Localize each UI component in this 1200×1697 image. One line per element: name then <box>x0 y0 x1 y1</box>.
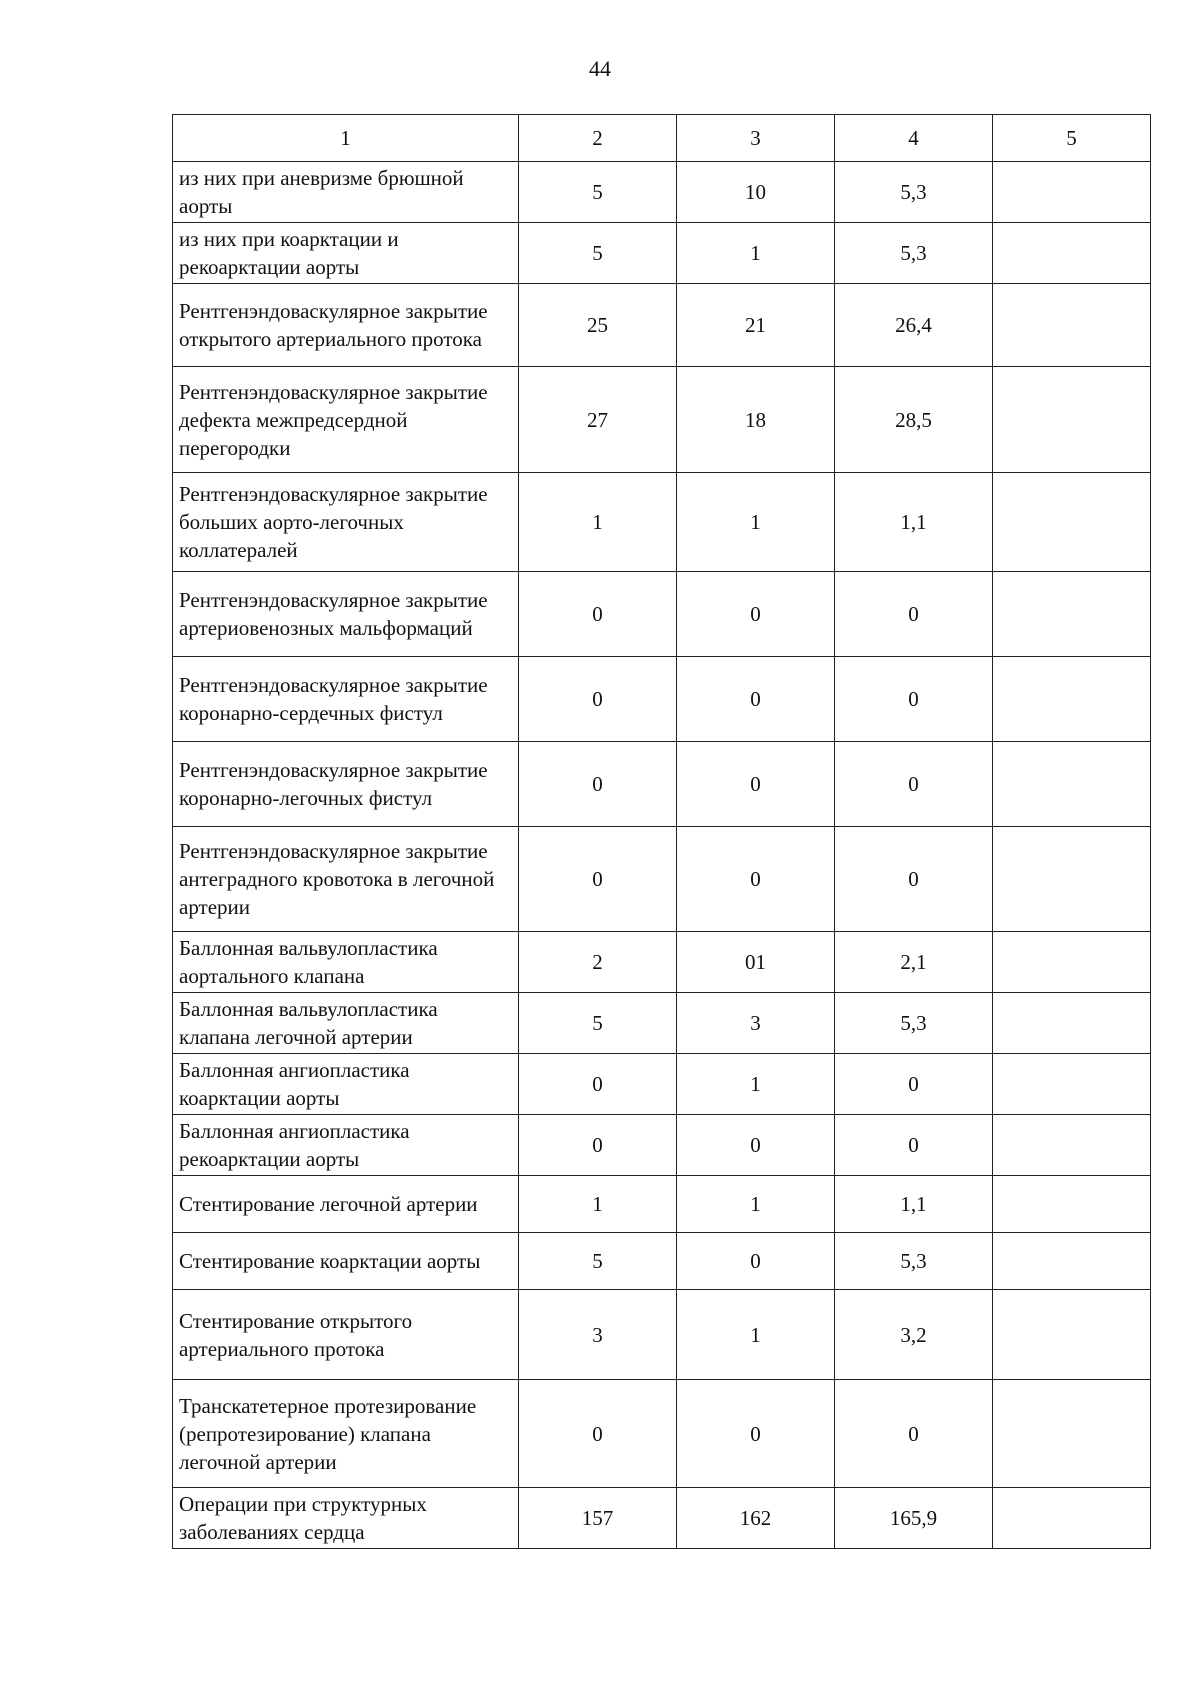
row-label: из них при аневризме брюшной аорты <box>173 162 519 223</box>
table-row <box>173 572 1151 657</box>
cell-col3: 162 <box>677 1488 835 1549</box>
cell-col2: 0 <box>519 827 677 932</box>
cell-col3: 0 <box>677 1380 835 1488</box>
cell-col4: 3,2 <box>835 1290 993 1380</box>
cell-col3: 1 <box>677 1054 835 1115</box>
row-label: Баллонная ангиопластика рекоарктации аорты <box>173 1115 519 1176</box>
cell-col5 <box>993 473 1151 572</box>
cell-col2: 5 <box>519 162 677 223</box>
cell-col2: 5 <box>519 223 677 284</box>
cell-col4: 0 <box>835 1054 993 1115</box>
table-row <box>173 742 1151 827</box>
cell-col5 <box>993 742 1151 827</box>
cell-col4: 165,9 <box>835 1488 993 1549</box>
cell-col2: 2 <box>519 932 677 993</box>
cell-col5 <box>993 827 1151 932</box>
cell-col4: 0 <box>835 1115 993 1176</box>
cell-col3: 1 <box>677 223 835 284</box>
cell-col2: 0 <box>519 1380 677 1488</box>
cell-col4: 28,5 <box>835 367 993 473</box>
cell-col2: 5 <box>519 1233 677 1290</box>
header-cell-5: 5 <box>993 115 1151 162</box>
row-label: Рентгенэндоваскулярное закрытие коронарно-легочных фистул <box>173 742 519 827</box>
cell-col5 <box>993 162 1151 223</box>
row-label: Баллонная ангиопластика коарктации аорты <box>173 1054 519 1115</box>
table-row <box>173 932 1151 993</box>
cell-col3: 0 <box>677 827 835 932</box>
row-label: Стентирование коарктации аорты <box>173 1233 519 1290</box>
row-label: Рентгенэндоваскулярное закрытие открытого артериального протока <box>173 284 519 367</box>
cell-col3: 0 <box>677 657 835 742</box>
cell-col4: 5,3 <box>835 223 993 284</box>
table-row <box>173 993 1151 1054</box>
cell-col2: 0 <box>519 657 677 742</box>
table-row <box>173 284 1151 367</box>
header-cell-3: 3 <box>677 115 835 162</box>
table-row <box>173 827 1151 932</box>
header-cell-4: 4 <box>835 115 993 162</box>
table-row <box>173 1488 1151 1549</box>
row-label: Баллонная вальвулопластика аортального клапана <box>173 932 519 993</box>
row-label: из них при коарктации и рекоарктации аорты <box>173 223 519 284</box>
cell-col5 <box>993 223 1151 284</box>
cell-col4: 5,3 <box>835 1233 993 1290</box>
cell-col5 <box>993 1488 1151 1549</box>
table-row <box>173 1233 1151 1290</box>
cell-col2: 0 <box>519 572 677 657</box>
cell-col5 <box>993 932 1151 993</box>
page-number: 44 <box>589 56 611 81</box>
table-row <box>173 1380 1151 1488</box>
cell-col3: 0 <box>677 742 835 827</box>
cell-col3: 01 <box>677 932 835 993</box>
cell-col3: 1 <box>677 473 835 572</box>
table-row <box>173 162 1151 223</box>
cell-col5 <box>993 657 1151 742</box>
cell-col4: 1,1 <box>835 473 993 572</box>
cell-col2: 5 <box>519 993 677 1054</box>
cell-col2: 0 <box>519 1054 677 1115</box>
table-row <box>173 367 1151 473</box>
row-label: Стентирование открытого артериального протока <box>173 1290 519 1380</box>
cell-col4: 26,4 <box>835 284 993 367</box>
table-row <box>173 473 1151 572</box>
cell-col4: 0 <box>835 742 993 827</box>
row-label: Рентгенэндоваскулярное закрытие артериовенозных мальформаций <box>173 572 519 657</box>
cell-col3: 1 <box>677 1290 835 1380</box>
cell-col3: 21 <box>677 284 835 367</box>
row-label: Рентгенэндоваскулярное закрытие коронарно-сердечных фистул <box>173 657 519 742</box>
cell-col5 <box>993 284 1151 367</box>
table-row <box>173 1115 1151 1176</box>
cell-col2: 27 <box>519 367 677 473</box>
cell-col3: 10 <box>677 162 835 223</box>
cell-col3: 1 <box>677 1176 835 1233</box>
cell-col2: 3 <box>519 1290 677 1380</box>
data-table <box>172 114 1151 1549</box>
cell-col2: 1 <box>519 473 677 572</box>
row-label: Рентгенэндоваскулярное закрытие дефекта межпредсердной перегородки <box>173 367 519 473</box>
cell-col4: 5,3 <box>835 993 993 1054</box>
cell-col5 <box>993 1380 1151 1488</box>
cell-col5 <box>993 993 1151 1054</box>
cell-col2: 1 <box>519 1176 677 1233</box>
cell-col5 <box>993 1290 1151 1380</box>
cell-col4: 0 <box>835 1380 993 1488</box>
cell-col5 <box>993 1233 1151 1290</box>
cell-col2: 0 <box>519 1115 677 1176</box>
cell-col5 <box>993 1054 1151 1115</box>
row-label: Баллонная вальвулопластика клапана легочной артерии <box>173 993 519 1054</box>
cell-col5 <box>993 367 1151 473</box>
cell-col3: 0 <box>677 572 835 657</box>
cell-col5 <box>993 1176 1151 1233</box>
header-cell-1: 1 <box>173 115 519 162</box>
cell-col2: 157 <box>519 1488 677 1549</box>
row-label: Рентгенэндоваскулярное закрытие больших аорто-легочных коллатералей <box>173 473 519 572</box>
cell-col4: 5,3 <box>835 162 993 223</box>
cell-col4: 2,1 <box>835 932 993 993</box>
cell-col5 <box>993 572 1151 657</box>
cell-col3: 3 <box>677 993 835 1054</box>
cell-col5 <box>993 1115 1151 1176</box>
row-label: Транскатетерное протезирование (репротезирование) клапана легочной артерии <box>173 1380 519 1488</box>
cell-col4: 0 <box>835 827 993 932</box>
row-label: Рентгенэндоваскулярное закрытие антеградного кровотока в легочной артерии <box>173 827 519 932</box>
cell-col2: 25 <box>519 284 677 367</box>
cell-col4: 1,1 <box>835 1176 993 1233</box>
cell-col3: 0 <box>677 1233 835 1290</box>
header-row <box>173 115 1151 162</box>
row-label: Операции при структурных заболеваниях сердца <box>173 1488 519 1549</box>
table-row <box>173 1290 1151 1380</box>
cell-col3: 0 <box>677 1115 835 1176</box>
cell-col3: 18 <box>677 367 835 473</box>
cell-col4: 0 <box>835 572 993 657</box>
cell-col2: 0 <box>519 742 677 827</box>
table-row <box>173 1054 1151 1115</box>
table-body <box>173 162 1151 1549</box>
header-cell-2: 2 <box>519 115 677 162</box>
table-row <box>173 223 1151 284</box>
table-row <box>173 1176 1151 1233</box>
row-label: Стентирование легочной артерии <box>173 1176 519 1233</box>
table-row <box>173 657 1151 742</box>
cell-col4: 0 <box>835 657 993 742</box>
